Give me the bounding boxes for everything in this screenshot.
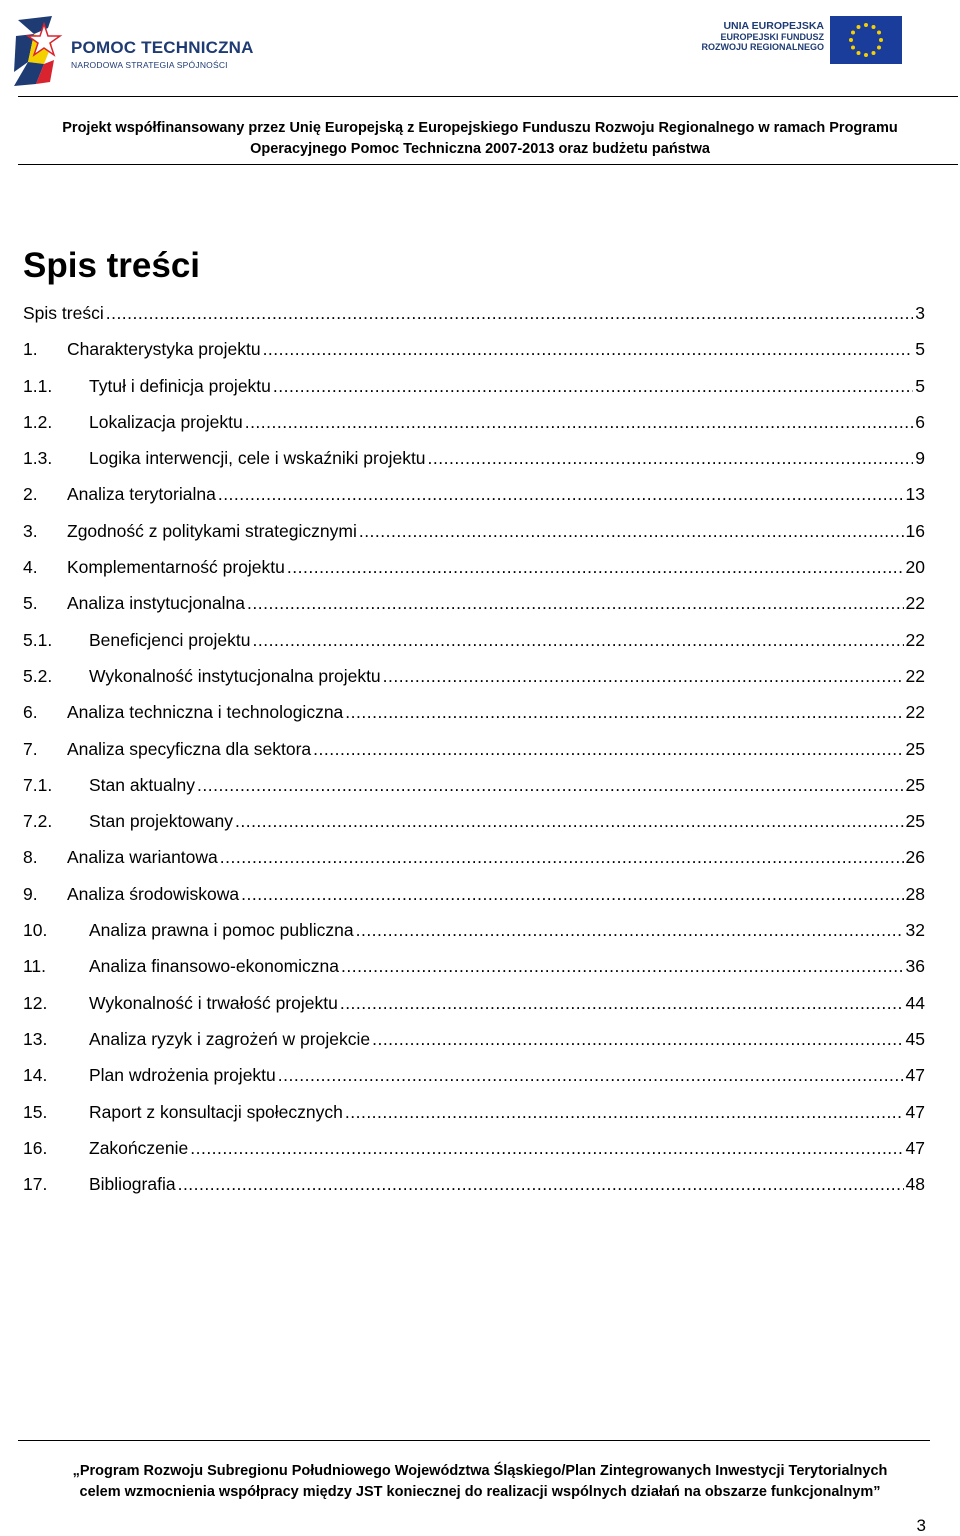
toc-entry-label[interactable]: Raport z konsultacji społecznych: [89, 1101, 343, 1122]
header-caption-line2: Operacyjnego Pomoc Techniczna 2007-2013 oraz budżetu państwa: [250, 141, 710, 157]
header-rule-top: [18, 96, 958, 97]
toc-dot-leader: [287, 553, 904, 581]
toc-entry-label[interactable]: Wykonalność i trwałość projektu: [89, 992, 338, 1013]
toc-entry-label[interactable]: Lokalizacja projektu: [89, 411, 243, 432]
toc-dot-leader: [245, 408, 914, 436]
toc-entry[interactable]: [23, 807, 925, 843]
toc-dot-leader: [383, 662, 904, 690]
toc-entry[interactable]: [23, 444, 925, 480]
toc-entry-page: 16: [905, 520, 925, 541]
eu-logo: [690, 16, 912, 64]
toc-entry-page: 25: [905, 811, 925, 832]
toc-entry-label[interactable]: Analiza środowiskowa: [67, 883, 240, 904]
toc-dot-leader: [247, 589, 904, 617]
toc-entry-number: 4.: [23, 557, 38, 578]
toc-entry-label[interactable]: Analiza finansowo-ekonomiczna: [89, 956, 339, 977]
toc-dot-leader: [345, 698, 903, 726]
toc-dot-leader: [356, 916, 904, 944]
toc-entry-number: 1.: [23, 339, 38, 360]
toc-entry[interactable]: [23, 335, 925, 371]
pomoc-techniczna-logo: [14, 14, 254, 86]
toc-entry-label[interactable]: Zakończenie: [89, 1137, 189, 1158]
toc-entry-page: 6: [915, 411, 925, 432]
toc-entry[interactable]: [23, 480, 925, 516]
toc-entry-number: 12.: [23, 992, 48, 1013]
toc-entry-label[interactable]: Logika interwencji, cele i wskaźniki projektu: [89, 448, 426, 469]
toc-entry-number: 11.: [23, 956, 47, 977]
page-number: 3: [916, 1516, 926, 1535]
toc-entry-label[interactable]: Charakterystyka projektu: [67, 339, 261, 360]
toc-entry-label[interactable]: Tytuł i definicja projektu: [89, 375, 271, 396]
footer-rule: [18, 1440, 930, 1441]
toc-entry[interactable]: [23, 916, 925, 952]
toc-entry-label[interactable]: Analiza ryzyk i zagrożeń w projekcie: [89, 1028, 371, 1049]
toc-entry-number: 1.1.: [23, 375, 53, 396]
toc-entry-label[interactable]: Beneficjenci projektu: [89, 629, 251, 650]
toc-entry-number: 1.3.: [23, 448, 53, 469]
toc-entry-page: 25: [905, 774, 925, 795]
toc-entry-number: 7.2.: [23, 811, 53, 832]
eu-logo-line2: EUROPEJSKI FUNDUSZ: [720, 32, 824, 42]
table-of-contents: [23, 299, 925, 1206]
toc-entry[interactable]: [23, 589, 925, 625]
toc-entry[interactable]: [23, 880, 925, 916]
header-caption: [0, 118, 960, 160]
toc-dot-leader: [197, 771, 903, 799]
toc-entry[interactable]: [23, 698, 925, 734]
toc-entry-page: 5: [915, 339, 925, 360]
toc-dot-leader: [178, 1170, 904, 1198]
star-flag-icon: [14, 14, 70, 86]
toc-entry[interactable]: [23, 735, 925, 771]
footer-caption: [0, 1461, 960, 1503]
toc-dot-leader: [263, 335, 914, 363]
toc-entry-page: 20: [905, 557, 925, 578]
toc-entry-page: 9: [915, 448, 925, 469]
header-rule-bottom: [18, 164, 958, 165]
toc-entry-number: 2.: [23, 484, 38, 505]
toc-entry-number: 17.: [23, 1174, 48, 1195]
toc-entry-label[interactable]: Analiza wariantowa: [67, 847, 218, 868]
toc-entry-label[interactable]: Bibliografia: [89, 1174, 176, 1195]
toc-entry-label[interactable]: Analiza techniczna i technologiczna: [67, 702, 344, 723]
toc-entry[interactable]: [23, 771, 925, 807]
toc-entry-number: 5.: [23, 593, 38, 614]
logo-subtitle: NARODOWA STRATEGIA SPÓJNOŚCI: [71, 60, 228, 70]
toc-entry[interactable]: [23, 299, 925, 335]
toc-dot-leader: [340, 989, 904, 1017]
toc-entry[interactable]: [23, 1134, 925, 1170]
footer-caption-line1: „Program Rozwoju Subregionu Południowego Województwa Śląskiego/Plan Zintegrowanych Inwestycji Terytorialnych: [72, 1463, 888, 1479]
toc-entry-page: 5: [915, 375, 925, 396]
toc-entry-page: 47: [905, 1065, 925, 1086]
toc-entry-number: 1.2.: [23, 411, 53, 432]
toc-entry-number: 7.1.: [23, 774, 53, 795]
toc-entry-number: 14.: [23, 1065, 48, 1086]
toc-entry[interactable]: [23, 372, 925, 408]
toc-dot-leader: [359, 517, 904, 545]
toc-entry-page: 22: [905, 629, 925, 650]
toc-entry-label[interactable]: Analiza specyficzna dla sektora: [67, 738, 312, 759]
toc-entry-page: 28: [905, 883, 925, 904]
toc-dot-leader: [341, 952, 904, 980]
toc-entry-number: 5.1.: [23, 629, 53, 650]
header-logos: [0, 0, 960, 96]
toc-entry[interactable]: [23, 1061, 925, 1097]
toc-entry-label[interactable]: Analiza prawna i pomoc publiczna: [89, 920, 354, 941]
toc-entry[interactable]: [23, 553, 925, 589]
toc-entry-number: 13.: [23, 1028, 48, 1049]
toc-dot-leader: [252, 626, 903, 654]
toc-dot-leader: [220, 843, 904, 871]
toc-entry-page: 22: [905, 593, 925, 614]
eu-logo-line1: UNIA EUROPEJSKA: [723, 20, 824, 32]
toc-entry-label[interactable]: Analiza terytorialna: [67, 484, 216, 505]
toc-entry[interactable]: [23, 408, 925, 444]
toc-entry-label[interactable]: Stan projektowany: [89, 811, 233, 832]
toc-dot-leader: [278, 1061, 904, 1089]
toc-entry-label[interactable]: Wykonalność instytucjonalna projektu: [89, 665, 381, 686]
toc-entry[interactable]: [23, 952, 925, 988]
toc-dot-leader: [345, 1098, 904, 1126]
toc-entry-label[interactable]: Spis treści: [23, 303, 104, 323]
toc-entry-number: 10.: [23, 920, 48, 941]
eu-flag-icon: [830, 16, 902, 64]
toc-entry-page: 32: [905, 920, 925, 941]
header-caption-line1: Projekt współfinansowany przez Unię Europejską z Europejskiego Funduszu Rozwoju Regionalnego w ramach Programu: [62, 120, 898, 136]
toc-dot-leader: [235, 807, 904, 835]
toc-dot-leader: [106, 299, 914, 327]
toc-entry-label[interactable]: Analiza instytucjonalna: [67, 593, 246, 614]
toc-dot-leader: [372, 1025, 903, 1053]
toc-dot-leader: [273, 372, 913, 400]
toc-entry-number: 8.: [23, 847, 38, 868]
toc-entry-label[interactable]: Stan aktualny: [89, 774, 196, 795]
toc-entry[interactable]: [23, 843, 925, 879]
toc-dot-leader: [428, 444, 914, 472]
toc-entry-page: 25: [905, 738, 925, 759]
logo-title: POMOC TECHNICZNA: [71, 38, 254, 57]
toc-title: Spis treści: [23, 246, 201, 285]
toc-entry[interactable]: [23, 662, 925, 698]
toc-dot-leader: [313, 735, 903, 763]
toc-entry-number: 3.: [23, 520, 38, 541]
toc-dot-leader: [241, 880, 903, 908]
toc-entry-page: 47: [905, 1101, 925, 1122]
toc-entry-page: 47: [905, 1137, 925, 1158]
toc-entry-number: 15.: [23, 1101, 48, 1122]
eu-logo-line3: ROZWOJU REGIONALNEGO: [701, 42, 824, 52]
eu-logo-text: [690, 20, 824, 52]
toc-entry-page: 22: [905, 665, 925, 686]
toc-entry[interactable]: [23, 989, 925, 1025]
toc-entry-label[interactable]: Zgodność z politykami strategicznymi: [67, 520, 357, 541]
toc-entry[interactable]: [23, 517, 925, 553]
toc-entry-page: 22: [905, 702, 925, 723]
toc-entry-page: 26: [905, 847, 925, 868]
toc-entry-number: 7.: [23, 738, 38, 759]
toc-entry-page: 36: [905, 956, 925, 977]
toc-entry-page: 45: [905, 1028, 925, 1049]
toc-entry-page: 44: [905, 992, 925, 1013]
toc-entry-label[interactable]: Plan wdrożenia projektu: [89, 1065, 276, 1086]
toc-entry-page: 3: [915, 303, 925, 323]
toc-entry-number: 6.: [23, 702, 38, 723]
toc-entry-number: 5.2.: [23, 665, 53, 686]
toc-entry[interactable]: [23, 1098, 925, 1134]
toc-entry-page: 13: [905, 484, 925, 505]
toc-dot-leader: [218, 480, 904, 508]
toc-entry-page: 48: [905, 1174, 925, 1195]
toc-dot-leader: [190, 1134, 903, 1162]
toc-entry[interactable]: [23, 1170, 925, 1206]
footer-caption-line2: celem wzmocnienia współpracy między JST koniecznej do realizacji wspólnych działań na obszarze funkcjonalnym”: [79, 1484, 881, 1500]
toc-entry-number: 9.: [23, 883, 38, 904]
toc-entry[interactable]: [23, 626, 925, 662]
toc-entry-label[interactable]: Komplementarność projektu: [67, 557, 285, 578]
toc-entry-number: 16.: [23, 1137, 48, 1158]
toc-entry[interactable]: [23, 1025, 925, 1061]
